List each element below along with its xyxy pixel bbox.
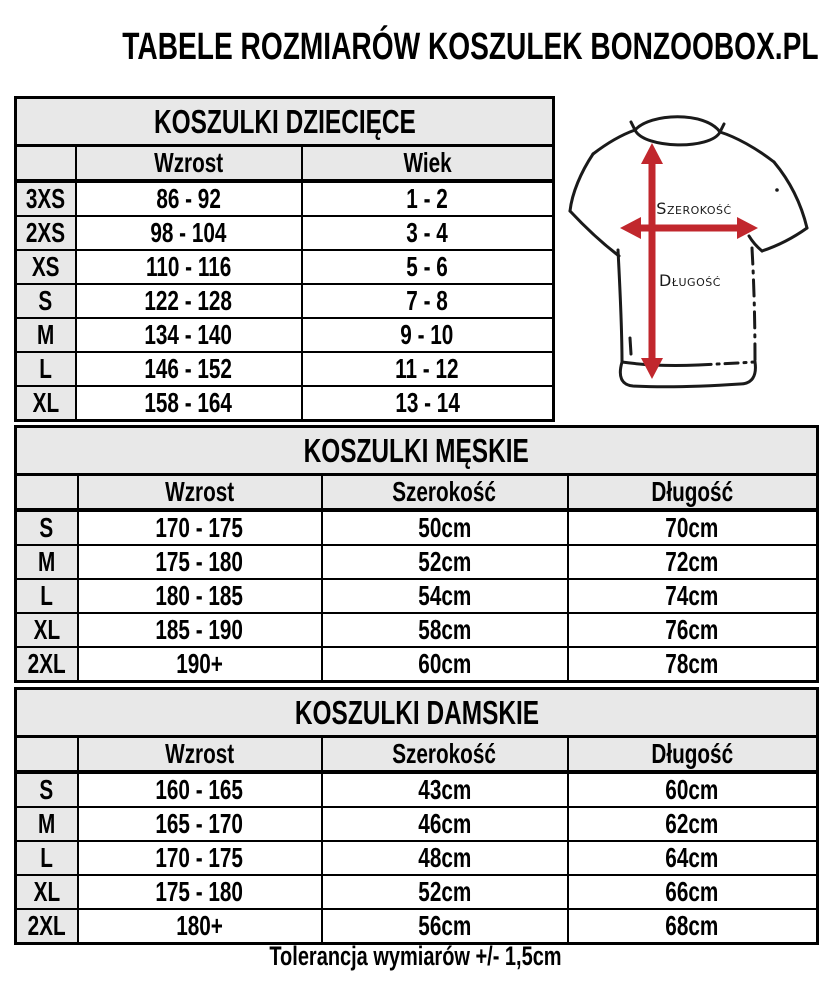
tolerance-note: Tolerancja wymiarów +/- 1,5cm	[268, 941, 562, 971]
tshirt-outline	[570, 117, 807, 387]
height-cell: 98 - 104	[76, 216, 302, 250]
table-row	[16, 647, 818, 682]
size-cell: M	[16, 807, 78, 841]
col-header-szerokosc: Szerokość	[322, 475, 568, 511]
width-label: Szerokość	[656, 199, 732, 218]
length-cell: 64cm	[568, 841, 818, 875]
length-cell: 76cm	[568, 613, 818, 647]
size-cell: L	[16, 352, 76, 386]
length-cell: 66cm	[568, 875, 818, 909]
length-cell: 72cm	[568, 545, 818, 579]
table-header-row	[16, 475, 818, 511]
children-sizes-table	[14, 96, 555, 422]
height-cell: 146 - 152	[76, 352, 302, 386]
height-cell: 165 - 170	[78, 807, 322, 841]
table-row	[16, 579, 818, 613]
size-cell: M	[16, 545, 78, 579]
width-cell: 58cm	[322, 613, 568, 647]
height-cell: 175 - 180	[78, 875, 322, 909]
height-cell: 170 - 175	[78, 510, 322, 545]
table-row	[16, 875, 818, 909]
width-cell: 52cm	[322, 875, 568, 909]
height-cell: 180 - 185	[78, 579, 322, 613]
size-cell: L	[16, 841, 78, 875]
table-title-row	[16, 98, 554, 146]
height-cell: 175 - 180	[78, 545, 322, 579]
width-cell: 56cm	[322, 909, 568, 944]
table-row	[16, 545, 818, 579]
table-row	[16, 318, 554, 352]
age-cell: 13 - 14	[302, 386, 554, 421]
men-sizes-table	[14, 425, 819, 683]
col-header-wzrost: Wzrost	[78, 737, 322, 773]
size-cell: S	[16, 510, 78, 545]
table-row	[16, 284, 554, 318]
width-cell: 48cm	[322, 841, 568, 875]
table-row	[16, 250, 554, 284]
size-cell: 2XS	[16, 216, 76, 250]
size-cell: XL	[16, 386, 76, 421]
width-cell: 60cm	[322, 647, 568, 682]
size-column-header	[16, 475, 78, 511]
length-cell: 60cm	[568, 772, 818, 807]
age-cell: 7 - 8	[302, 284, 554, 318]
col-header-wiek: Wiek	[302, 146, 554, 182]
height-cell: 190+	[78, 647, 322, 682]
size-cell: XL	[16, 875, 78, 909]
length-cell: 68cm	[568, 909, 818, 944]
table-row	[16, 807, 818, 841]
table-row	[16, 909, 818, 944]
col-header-dlugosc: Długość	[568, 475, 818, 511]
height-cell: 180+	[78, 909, 322, 944]
size-column-header	[16, 146, 76, 182]
age-cell: 5 - 6	[302, 250, 554, 284]
length-cell: 74cm	[568, 579, 818, 613]
length-cell: 62cm	[568, 807, 818, 841]
size-cell: XS	[16, 250, 76, 284]
age-cell: 11 - 12	[302, 352, 554, 386]
page-title-text: TABELE ROZMIARÓW KOSZULEK BONZOOBOX.PL	[122, 26, 819, 68]
table-row	[16, 772, 818, 807]
size-column-header	[16, 737, 78, 773]
width-cell: 52cm	[322, 545, 568, 579]
table-row	[16, 352, 554, 386]
table-row	[16, 181, 554, 216]
table-row	[16, 613, 818, 647]
height-cell: 185 - 190	[78, 613, 322, 647]
size-cell: M	[16, 318, 76, 352]
size-cell: 2XL	[16, 647, 78, 682]
col-header-szerokosc: Szerokość	[322, 737, 568, 773]
length-label: Długość	[659, 271, 721, 290]
size-cell: 2XL	[16, 909, 78, 944]
height-cell: 86 - 92	[76, 181, 302, 216]
width-cell: 46cm	[322, 807, 568, 841]
table-row	[16, 386, 554, 421]
length-cell: 70cm	[568, 510, 818, 545]
height-cell: 110 - 116	[76, 250, 302, 284]
width-cell: 43cm	[322, 772, 568, 807]
height-cell: 134 - 140	[76, 318, 302, 352]
col-header-wzrost: Wzrost	[76, 146, 302, 182]
width-cell: 50cm	[322, 510, 568, 545]
size-cell: 3XS	[16, 181, 76, 216]
col-header-wzrost: Wzrost	[78, 475, 322, 511]
height-cell: 170 - 175	[78, 841, 322, 875]
size-cell: S	[16, 772, 78, 807]
col-header-dlugosc: Długość	[568, 737, 818, 773]
width-arrow-icon	[620, 217, 758, 239]
height-cell: 160 - 165	[78, 772, 322, 807]
women-sizes-table	[14, 687, 819, 945]
age-cell: 9 - 10	[302, 318, 554, 352]
table-header-row	[16, 146, 554, 182]
table-row	[16, 510, 818, 545]
width-cell: 54cm	[322, 579, 568, 613]
page-title	[0, 26, 830, 69]
age-cell: 3 - 4	[302, 216, 554, 250]
age-cell: 1 - 2	[302, 181, 554, 216]
table-title-row	[16, 689, 818, 737]
table-row	[16, 216, 554, 250]
table-row	[16, 841, 818, 875]
size-cell: S	[16, 284, 76, 318]
men-table-title: KOSZULKI MĘSKIE	[16, 427, 818, 475]
length-cell: 78cm	[568, 647, 818, 682]
table-title-row	[16, 427, 818, 475]
height-cell: 158 - 164	[76, 386, 302, 421]
table-header-row	[16, 737, 818, 773]
children-table-title: KOSZULKI DZIECIĘCE	[16, 98, 554, 146]
size-cell: XL	[16, 613, 78, 647]
tshirt-diagram	[560, 100, 818, 400]
length-arrow-icon	[641, 143, 663, 379]
size-cell: L	[16, 579, 78, 613]
women-table-title: KOSZULKI DAMSKIE	[16, 689, 818, 737]
height-cell: 122 - 128	[76, 284, 302, 318]
